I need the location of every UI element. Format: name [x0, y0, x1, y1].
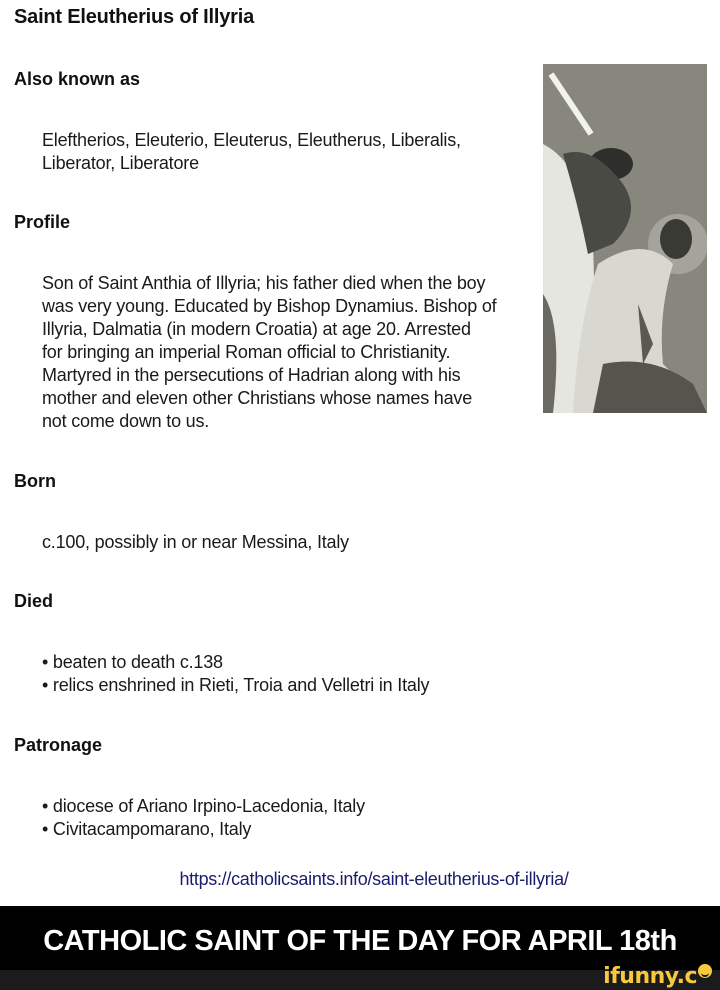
heading-also-known-as: Also known as [14, 69, 141, 89]
text-line: mother and eleven other Christians whose names have [42, 388, 473, 408]
born-text [42, 531, 349, 554]
banner-text: CATHOLIC SAINT OF THE DAY FOR APRIL 18th [43, 925, 677, 957]
profile-text [42, 272, 496, 433]
text-line: c.100, possibly in or near Messina, Italy [42, 532, 349, 552]
heading-patronage: Patronage [14, 735, 103, 755]
source-link[interactable]: https://catholicsaints.info/saint-eleutherius-of-illyria/ [179, 869, 569, 889]
text-line: Liberator, Liberatore [42, 153, 199, 173]
page-title: Saint Eleutherius of Illyria [14, 6, 255, 28]
watermark-text: ifunny.c [603, 964, 697, 989]
text-line: • Civitacampomarano, Italy [42, 819, 252, 839]
martyrdom-illustration-icon [543, 64, 707, 413]
heading-profile: Profile [14, 212, 71, 232]
text-line: Eleftherios, Eleuterio, Eleuterus, Eleutherus, Liberalis, [42, 130, 461, 150]
patronage-text [42, 795, 365, 841]
heading-died: Died [14, 591, 54, 611]
text-line: • relics enshrined in Rieti, Troia and Velletri in Italy [42, 675, 430, 695]
saint-portrait [543, 64, 707, 413]
heading-born: Born [14, 471, 56, 491]
text-line: for bringing an imperial Roman official to Christianity. [42, 342, 451, 362]
caption-banner [0, 906, 720, 970]
text-line: • diocese of Ariano Irpino-Lacedonia, Italy [42, 796, 365, 816]
ifunny-watermark [603, 964, 712, 989]
text-line: • beaten to death c.138 [42, 652, 223, 672]
footer-bar [0, 964, 720, 990]
text-line: was very young. Educated by Bishop Dynamius. Bishop of [42, 296, 497, 316]
text-line: Illyria, Dalmatia (in modern Croatia) at age 20. Arrested [42, 319, 471, 339]
smiley-icon [698, 964, 712, 978]
text-line: Son of Saint Anthia of Illyria; his father died when the boy [42, 273, 486, 293]
died-text [42, 651, 429, 697]
text-line: not come down to us. [42, 411, 210, 431]
also-known-as-text [42, 129, 461, 175]
text-line: Martyred in the persecutions of Hadrian along with his [42, 365, 461, 385]
